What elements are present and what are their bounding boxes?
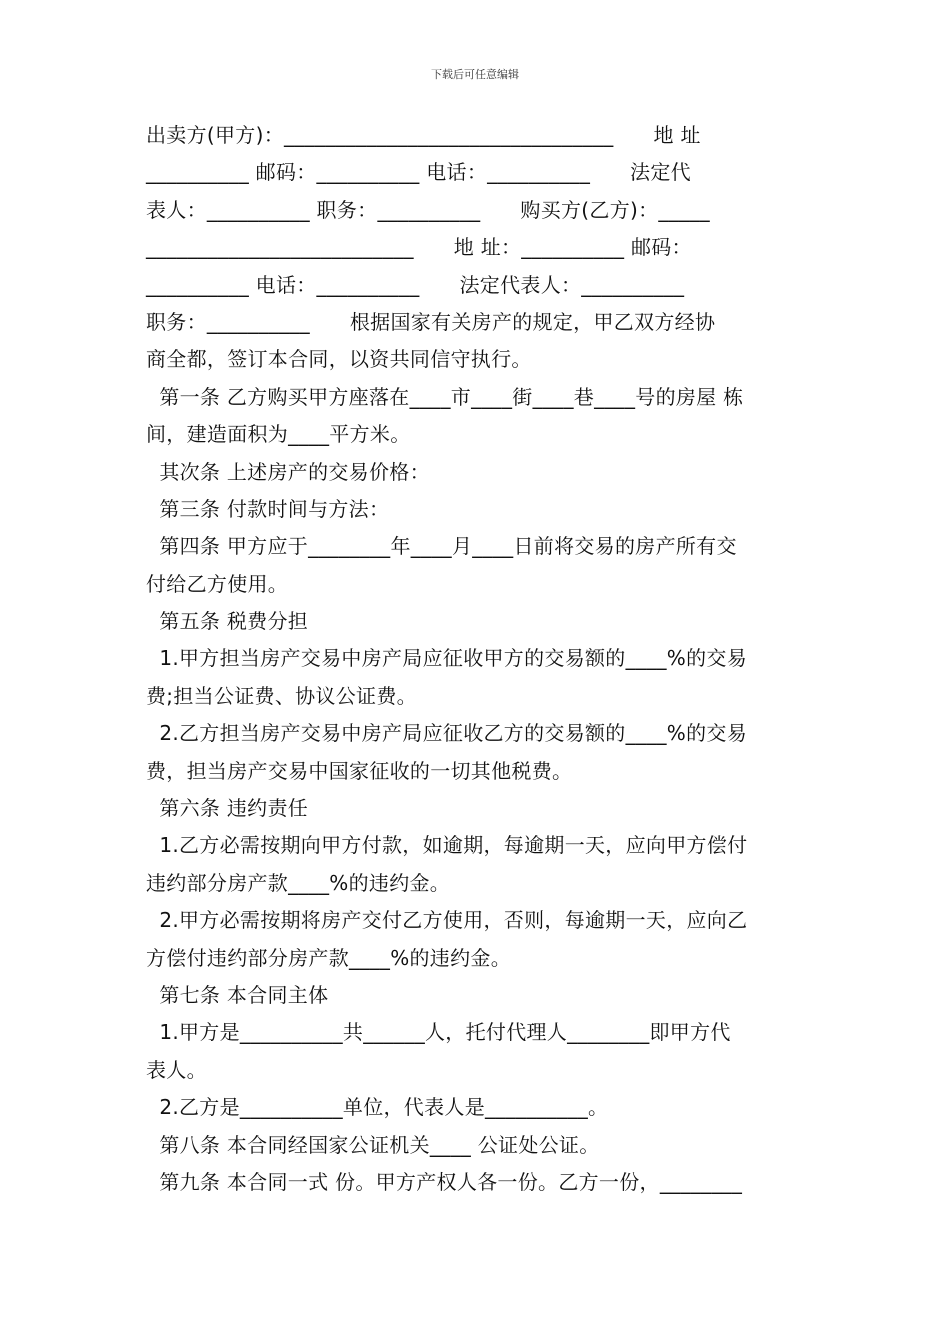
- text-line: 表人。: [146, 1057, 207, 1082]
- text-line: 1.乙方必需按期向甲方付款，如逾期，每逾期一天，应向甲方偿付: [146, 833, 748, 858]
- text-line: 第六条 违约责任: [146, 796, 309, 821]
- text-line: 违约部分房产款____%的违约金。: [146, 870, 451, 895]
- text-line: 第四条 甲方应于________年____月____日前将交易的房产所有交: [146, 534, 737, 559]
- text-line: 2.甲方必需按期将房产交付乙方使用，否则，每逾期一天，应向乙: [146, 908, 748, 933]
- text-line: 方偿付违约部分房产款____%的违约金。: [146, 945, 512, 970]
- text-line: __________ 邮码：__________ 电话：__________ 法定代: [146, 160, 691, 185]
- text-line: 其次条 上述房产的交易价格：: [146, 459, 430, 484]
- text-line: 第九条 本合同一式 份。甲方产权人各一份。乙方一份，________: [146, 1169, 743, 1194]
- text-line: 第七条 本合同主体: [146, 982, 329, 1007]
- page-header: 下载后可任意编辑: [431, 68, 519, 81]
- text-line: __________ 电话：__________ 法定代表人：__________: [146, 272, 685, 297]
- text-line: 出卖方(甲方)：________________________________ 地 址: [146, 123, 701, 147]
- text-line: 第八条 本合同经国家公证机关____ 公证处公证。: [146, 1132, 600, 1157]
- text-line: 间，建造面积为____平方米。: [146, 422, 411, 447]
- text-line: __________________________ 地 址：__________ 邮码：: [146, 235, 692, 260]
- text-line: 1.甲方是__________共______人，托付代理人________即甲方代: [146, 1020, 731, 1045]
- text-line: 职务：__________ 根据国家有关房产的规定，甲乙双方经协: [146, 309, 716, 334]
- text-line: 第三条 付款时间与方法：: [146, 496, 390, 521]
- text-line: 费，担当房产交易中国家征收的一切其他税费。: [146, 758, 573, 783]
- text-line: 付给乙方使用。: [146, 571, 289, 596]
- text-line: 2.乙方担当房产交易中房产局应征收乙方的交易额的____%的交易: [146, 721, 747, 746]
- text-line: 表人：__________ 职务：__________ 购买方(乙方)：_____: [146, 197, 710, 222]
- text-line: 1.甲方担当房产交易中房产局应征收甲方的交易额的____%的交易: [146, 646, 747, 671]
- text-line: 第一条 乙方购买甲方座落在____市____街____巷____号的房屋 栋: [146, 384, 744, 409]
- contract-body: [146, 117, 810, 1201]
- text-line: 2.乙方是__________单位，代表人是__________。: [146, 1095, 609, 1120]
- text-line: 第五条 税费分担: [146, 609, 309, 634]
- text-line: 费;担当公证费、协议公证费。: [146, 683, 417, 708]
- text-line: 商全都，签订本合同，以资共同信守执行。: [146, 347, 532, 372]
